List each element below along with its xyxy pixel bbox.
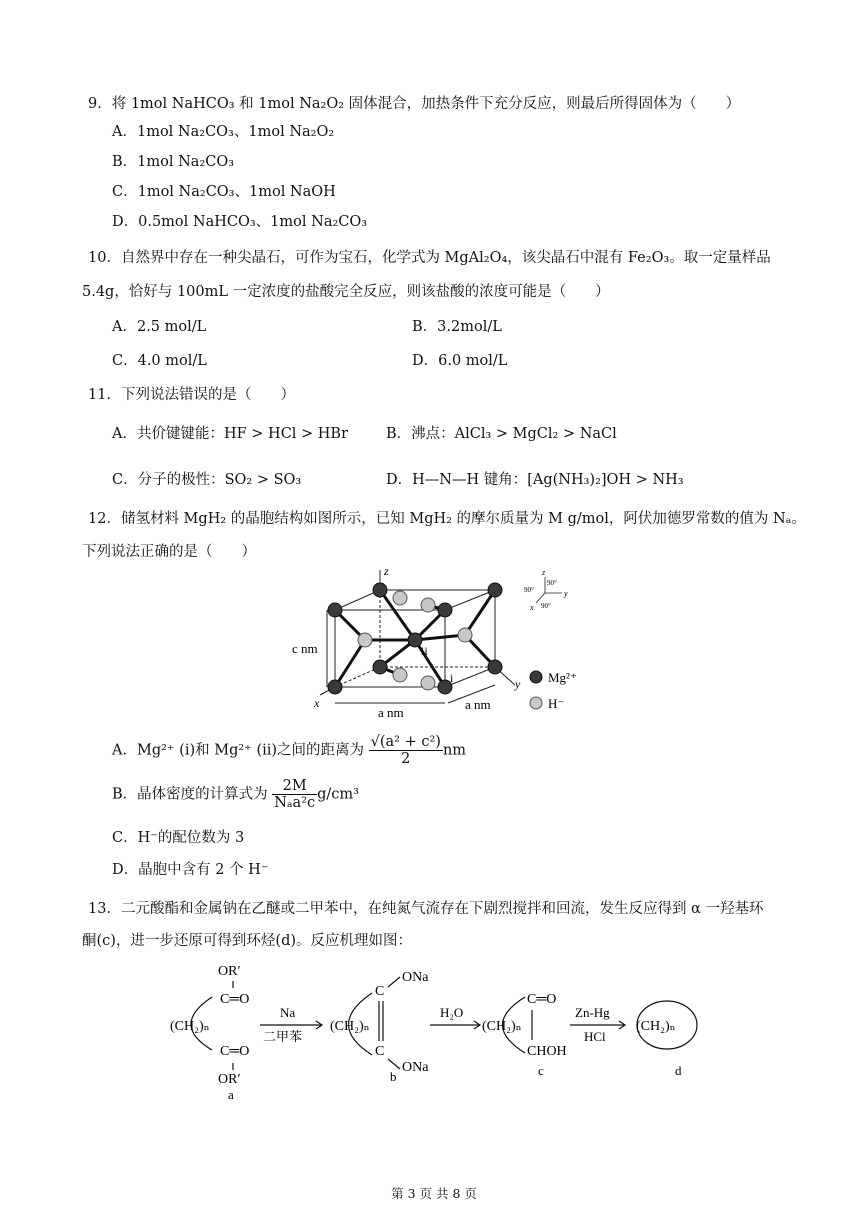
a-carbonyl-top: C═O xyxy=(220,992,250,1007)
label-c: c xyxy=(538,1063,544,1078)
q10-stem-line1: 10．自然界中存在一种尖晶石，可作为宝石，化学式为 MgAl₂O₄，该尖晶石中混有 Fe₂O₃。取一定量样品 xyxy=(88,250,771,266)
key-y: y xyxy=(564,589,568,598)
q12-option-a-unit: nm xyxy=(442,742,467,759)
q10-option-b: B．3.2mol/L xyxy=(412,319,502,335)
key-angle-3: 90° xyxy=(541,602,551,610)
a-or-bottom: OR′ xyxy=(218,1072,241,1087)
reagent-na: Na xyxy=(280,1005,296,1020)
q12-option-c: C．H⁻的配位数为 3 xyxy=(112,830,245,846)
q13-stem-line2: 酮(c)，进一步还原可得到环烃(d)。反应机理如图： xyxy=(82,933,413,949)
q12-option-a-numerator: √(a² + c²) xyxy=(370,734,441,750)
q9-stem: 9．将 1mol NaHCO₃ 和 1mol Na₂O₂ 固体混合，加热条件下充分反应，则最后所得固体为（ ） xyxy=(88,96,741,112)
q11-option-b: B．沸点：AlCl₃ > MgCl₂ > NaCl xyxy=(386,426,617,442)
fig-a-label-1: a nm xyxy=(378,705,404,720)
key-angle-2: 90° xyxy=(524,586,534,594)
key-angle-1: 90° xyxy=(547,579,557,587)
q11-option-c: C．分子的极性：SO₂ > SO₃ xyxy=(112,472,302,488)
q10-option-d: D．6.0 mol/L xyxy=(412,353,508,369)
fig-a-label-2: a nm xyxy=(465,697,491,712)
q13-stem-line1: 13．二元酸酯和金属钠在乙醚或二甲苯中，在纯氮气流存在下剧烈搅拌和回流，发生反应得到 α 一羟基环 xyxy=(88,901,764,917)
q12-option-a xyxy=(112,734,466,767)
q12-option-b xyxy=(112,778,359,811)
a-ch2n: (CH₂)ₙ xyxy=(170,1019,210,1034)
q9-option-d: D．0.5mol NaHCO₃、1mol Na₂CO₃ xyxy=(112,214,368,230)
reagent-hcl: HCl xyxy=(584,1029,606,1044)
q11-option-d-formula: [Ag(NH₃)₂]OH > NH₃ xyxy=(527,472,684,488)
c-ch2n: (CH₂)ₙ xyxy=(482,1019,522,1034)
reagent-water: H₂O xyxy=(440,1005,464,1020)
crystal-cell-figure xyxy=(280,565,600,725)
reaction-scheme xyxy=(160,955,740,1105)
a-or-top: OR′ xyxy=(218,964,241,979)
label-b: b xyxy=(390,1069,397,1084)
label-a: a xyxy=(228,1087,234,1102)
q12-option-b-denominator: Nₐa²c xyxy=(274,795,316,811)
q9-option-b: B．1mol Na₂CO₃ xyxy=(112,154,235,170)
q12-option-d: D．晶胞中含有 2 个 H⁻ xyxy=(112,862,269,878)
reagent-xylene: 二甲苯 xyxy=(263,1029,303,1044)
q9-option-c: C．1mol Na₂CO₃、1mol NaOH xyxy=(112,184,336,200)
a-carbonyl-bottom: C═O xyxy=(220,1044,250,1059)
d-ch2n: (CH₂)ₙ xyxy=(636,1019,676,1034)
q9-option-a: A．1mol Na₂CO₃、1mol Na₂O₂ xyxy=(112,124,335,140)
key-x: x xyxy=(530,603,534,612)
fig-c-label: c nm xyxy=(292,641,318,656)
legend-mg-label: Mg²⁺ xyxy=(548,670,577,685)
scheme-bonds xyxy=(191,977,697,1070)
q11-stem: 11．下列说法错误的是（ ） xyxy=(88,387,295,403)
q12-stem-line2: 下列说法正确的是（ ） xyxy=(82,544,256,560)
q10-stem-line2: 5.4g，恰好与 100mL 一定浓度的盐酸完全反应，则该盐酸的浓度可能是（ ） xyxy=(82,284,610,300)
q10-option-c: C．4.0 mol/L xyxy=(112,353,207,369)
q12-option-a-denominator: 2 xyxy=(401,751,411,767)
legend-h-swatch xyxy=(530,697,542,709)
reagent-zn-hg: Zn-Hg xyxy=(575,1005,610,1020)
q10-option-a: A．2.5 mol/L xyxy=(112,319,207,335)
q12-option-a-fraction xyxy=(369,734,443,767)
fig-y-axis: y xyxy=(515,677,521,691)
label-d: d xyxy=(675,1063,682,1078)
page-footer: 第 3 页 共 8 页 xyxy=(391,1186,477,1201)
legend-h-label: H⁻ xyxy=(548,696,565,711)
q12-option-b-label: B．晶体密度的计算式为 xyxy=(112,786,268,803)
q12-option-b-fraction xyxy=(272,778,317,811)
q11-option-d-label: D．H—N—H 键角： xyxy=(386,472,528,488)
q12-stem-line1: 12．储氢材料 MgH₂ 的晶胞结构如图所示，已知 MgH₂ 的摩尔质量为 M g/mol，阿伏加德罗常数的值为 Nₐ。 xyxy=(88,511,806,527)
fig-x-axis: x xyxy=(314,696,320,710)
mg-ions xyxy=(328,583,502,694)
key-z: z xyxy=(542,568,546,577)
b-c-top: C xyxy=(375,984,385,999)
q11-option-d xyxy=(386,468,684,489)
q12-option-b-unit: g/cm³ xyxy=(317,786,359,803)
b-ona-bottom: ONa xyxy=(402,1060,429,1075)
fig-label-i: i xyxy=(450,671,454,685)
q12-option-b-numerator: 2M xyxy=(272,778,317,795)
fig-label-ii: ii xyxy=(421,644,428,658)
c-carbonyl: C═O xyxy=(527,992,557,1007)
c-choh: CHOH xyxy=(527,1044,567,1059)
legend-mg-swatch xyxy=(530,671,542,683)
fig-z-axis: z xyxy=(384,565,389,578)
q12-option-a-label: A．Mg²⁺ (i)和 Mg²⁺ (ii)之间的距离为 xyxy=(112,742,365,759)
q11-option-a: A．共价键键能：HF > HCl > HBr xyxy=(112,426,349,442)
b-ch2n: (CH₂)ₙ xyxy=(330,1019,370,1034)
b-c-bottom: C xyxy=(375,1044,385,1059)
b-ona-top: ONa xyxy=(402,970,429,985)
